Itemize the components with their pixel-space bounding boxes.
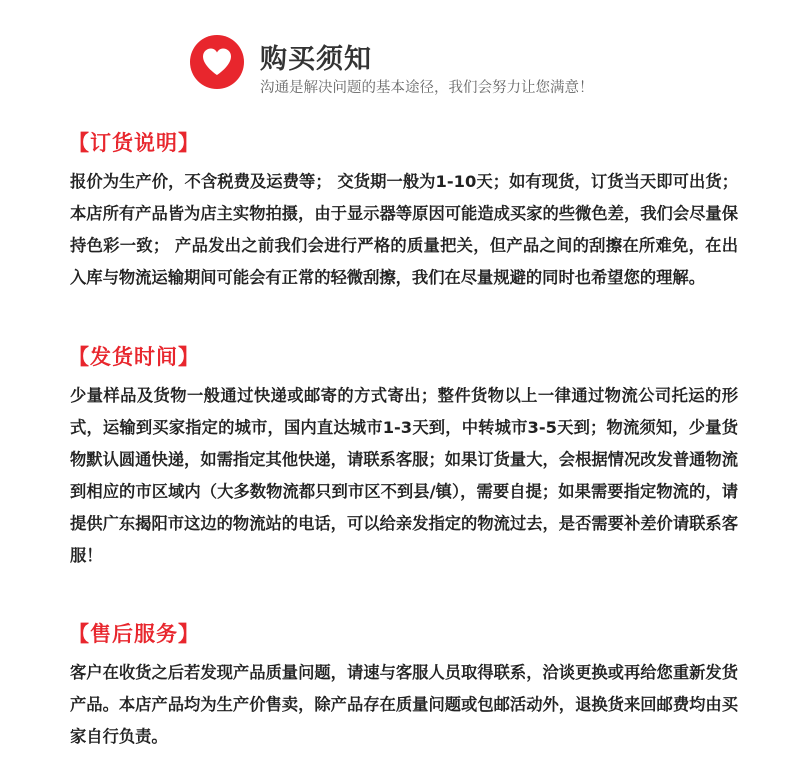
section-body-shipping: 少量样品及货物一般通过快递或邮寄的方式寄出；整件货物以上一律通过物流公司托运的形式，运输到买家指定的城市，国内直达城市1-3天到，中转城市3-5天到；物流须知，少量货物默认圆通快递，如需指定其他快递，请联系客服；如果订货量大，会根据情况改发普通物流到相应的市区域内（大多数物流都只到市区不到县/镇），需要自提；如果需要指定物流的，请提供广东揭阳市这边的物流站的电话，可以给亲发指定的物流过去，是否需要补差价请联系客服！ [70,386,738,565]
heart-icon [190,35,244,89]
section-title-after-sales: 【售后服务】 [68,622,200,646]
page-title: 购买须知 [260,44,372,75]
section-title-ordering: 【订货说明】 [68,131,200,155]
purchase-notice-header [190,35,750,105]
section-body-ordering: 报价为生产价，不含税费及运费等； 交货期一般为1-10天；如有现货，订货当天即可出货； 本店所有产品皆为店主实物拍摄，由于显示器等原因可能造成买家的些微色差，我们会尽量保持色彩一致； 产品发出之前我们会进行严格的质量把关，但产品之间的刮擦在所难免，在出入库与物流运输期间可能会有正常的轻微刮擦，我们在尽量规避的同时也希望您的理解。 [70,172,738,287]
page-subtitle: 沟通是解决问题的基本途径，我们会努力让您满意！ [260,80,594,96]
section-title-shipping: 【发货时间】 [68,345,200,369]
section-body-after-sales: 客户在收货之后若发现产品质量问题，请速与客服人员取得联系，洽谈更换或再给您重新发货产品。本店产品均为生产价售卖，除产品存在质量问题或包邮活动外，退换货来回邮费均由买家自行负责。 [70,663,738,746]
